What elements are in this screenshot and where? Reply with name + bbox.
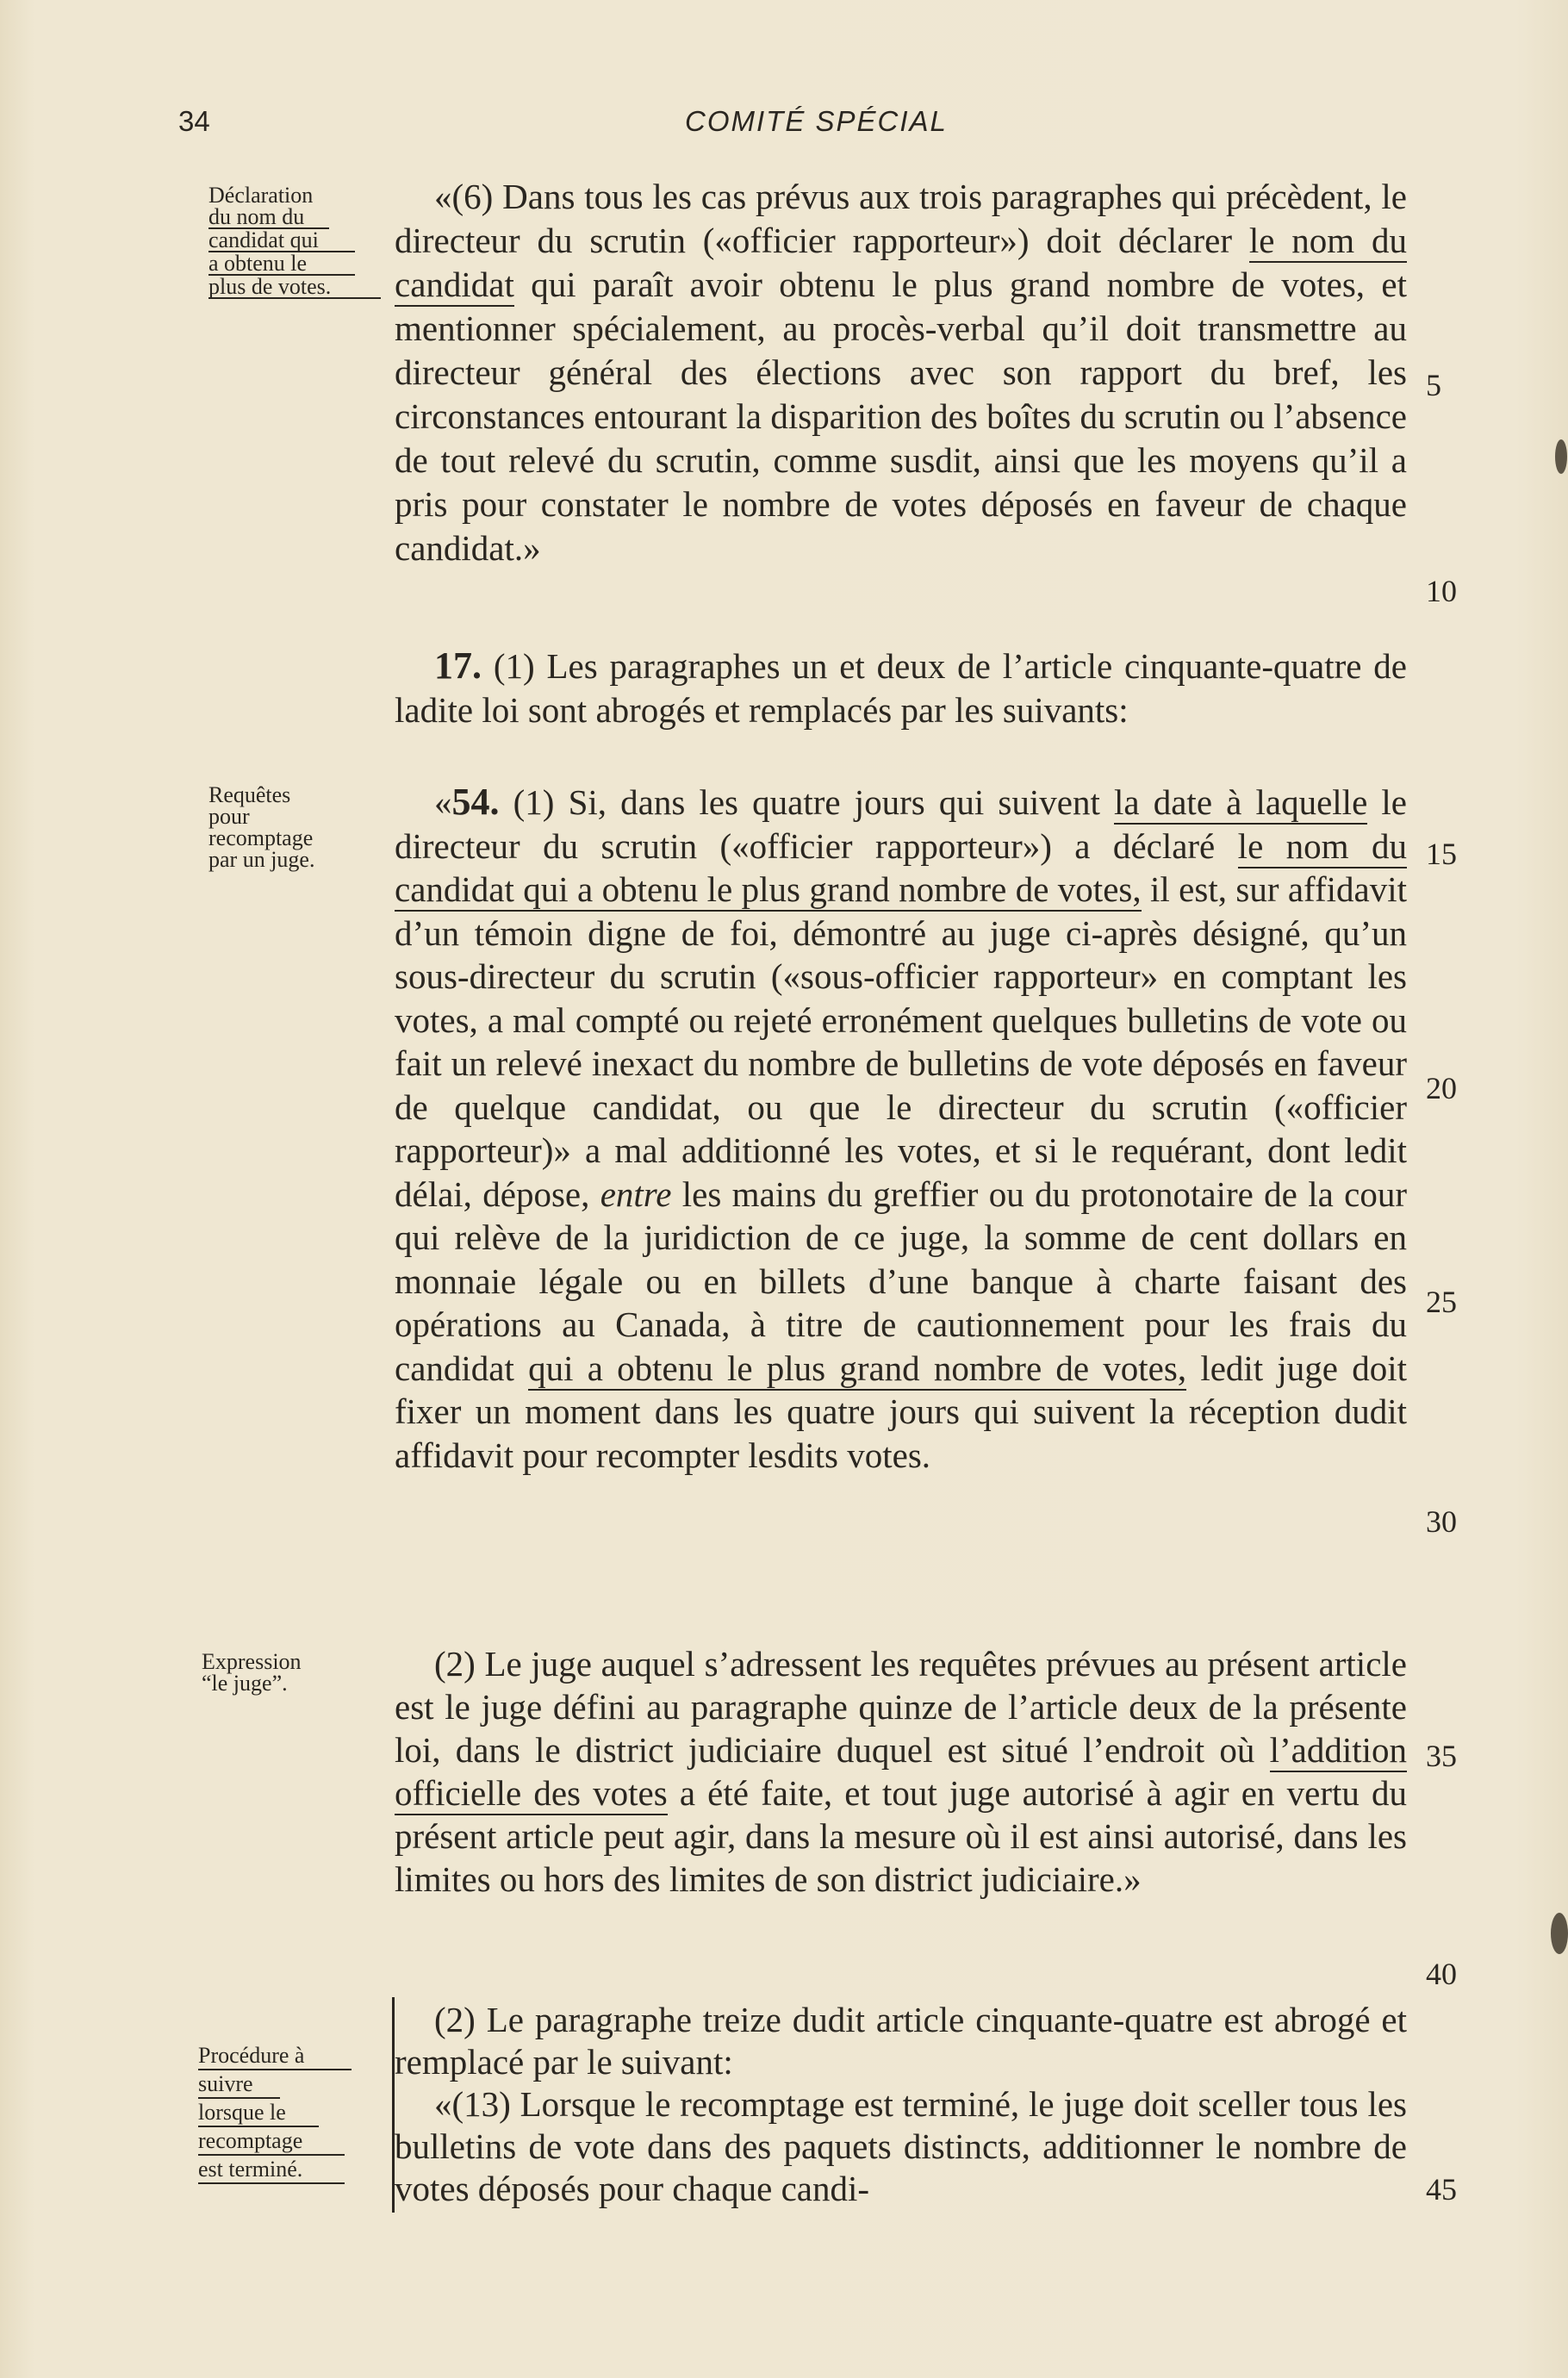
margin-note-procedure xyxy=(198,2042,370,2184)
line-number: 25 xyxy=(1426,1285,1457,1319)
paragraph-article-54 xyxy=(395,781,1407,1477)
line-number: 20 xyxy=(1426,1071,1457,1105)
page-number: 34 xyxy=(178,105,210,137)
line-number: 10 xyxy=(1426,574,1457,608)
underlined-text: la date à laquelle xyxy=(1114,782,1367,825)
margin-note-line: par un juge. xyxy=(208,847,315,872)
body-section-2 xyxy=(395,644,1407,732)
text-run: il est, sur affidavit d’un témoin digne de foi, démontré au juge ci-après désigné, qu’un sous-directeur du scrutin («sous-officier rapporteur» en comptant les votes, a mal compté ou rejeté erronément quelques bulletins de vote ou fait un relevé inexact du nombre de bulletins de vote déposés en faveur de quelque candidat, ou que le directeur du scrutin («officier rapporteur)» a mal additionné les votes, et si le requérant, dont ledit délai, dépose, xyxy=(395,869,1407,1214)
paragraph-2-juge xyxy=(395,1642,1407,1901)
margin-note-requetes xyxy=(208,784,381,870)
text-run: le directeur du scrutin («officier rapporteur») a déclaré xyxy=(395,782,1407,866)
text-run: «(6) Dans tous les cas prévus aux trois paragraphes qui précèdent, le directeur du scrutin («officier rapporteur») doit déclarer xyxy=(395,177,1407,260)
margin-note-line: Expression xyxy=(202,1649,302,1674)
margin-note-expression xyxy=(202,1651,374,1694)
text-run: « xyxy=(434,782,452,822)
line-number: 5 xyxy=(1426,368,1441,402)
underlined-text: le nom du candidat xyxy=(395,221,1407,307)
line-number: 35 xyxy=(1426,1739,1457,1773)
binding-mark xyxy=(1551,1913,1568,1954)
margin-note-line: pour xyxy=(208,804,250,829)
margin-note-line: est terminé. xyxy=(198,2156,345,2184)
article-number: 54. xyxy=(451,781,500,823)
revision-bar xyxy=(392,1997,395,2213)
margin-note-line: lorsque le xyxy=(198,2099,319,2127)
body-section-4 xyxy=(395,1642,1407,1901)
margin-note-line: recomptage xyxy=(198,2127,345,2156)
article-number: 17. xyxy=(434,644,482,687)
binding-mark xyxy=(1555,439,1567,474)
text-run: (1) Les paragraphes un et deux de l’article cinquante-quatre de ladite loi sont abrogés et remplacés par les suivants: xyxy=(395,646,1407,730)
margin-note-line: “le juge”. xyxy=(202,1671,288,1696)
line-number: 30 xyxy=(1426,1504,1457,1539)
running-title: COMITÉ SPÉCIAL xyxy=(685,105,948,137)
margin-note-line: recomptage xyxy=(208,825,314,850)
paragraph-article-17 xyxy=(395,644,1407,732)
text-run: (1) Si, dans les quatre jours qui suivent xyxy=(499,782,1114,822)
italic-text: entre xyxy=(600,1173,672,1214)
margin-note-declaration xyxy=(208,184,381,299)
line-number: 40 xyxy=(1426,1957,1457,1991)
margin-note-line: candidat qui xyxy=(208,229,355,252)
underlined-text: qui a obtenu le plus grand nombre de votes, xyxy=(528,1348,1186,1391)
underlined-text: le nom du candidat qui a obtenu le plus grand nombre de votes, xyxy=(395,826,1407,912)
margin-note-line: plus de votes. xyxy=(208,276,381,299)
margin-note-line: Requêtes xyxy=(208,782,291,807)
paragraph-6 xyxy=(395,175,1407,570)
margin-note-line: suivre xyxy=(198,2070,280,2099)
margin-note-line: Déclaration xyxy=(208,183,314,208)
text-run: (2) Le juge auquel s’adressent les requêtes prévues au présent article est le juge défini au paragraphe quinze de l’article deux de la présente loi, dans le district judiciaire duquel est situé l’endroit où xyxy=(395,1644,1407,1770)
body-section-5 xyxy=(395,1999,1407,2210)
text-run: ledit juge doit fixer un moment dans les quatre jours qui suivent la réception dudit affidavit pour recompter lesdits votes. xyxy=(395,1348,1408,1475)
paragraph-13: «(13) Lorsque le recomptage est terminé, le juge doit sceller tous les bulletins de vote dans des paquets distincts, additionner le nombre de votes déposés pour chaque candi- xyxy=(395,2084,1407,2208)
text-run: qui paraît avoir obtenu le plus grand nombre de votes, et mentionner spécialement, au procès-verbal qu’il doit transmettre au directeur général des élections avec son rapport du bref, les circonstances entourant la disparition des boîtes du scrutin ou l’absence de tout relevé du scrutin, comme susdit, ainsi que les moyens qu’il a pris pour constater le nombre de votes déposés en faveur de chaque candidat.» xyxy=(395,265,1407,568)
body-section-1 xyxy=(395,175,1407,570)
line-number: 45 xyxy=(1426,2172,1457,2207)
underlined-text: l’addition officielle des votes xyxy=(395,1730,1407,1815)
text-run: a été faite, et tout juge autorisé à agir en vertu du présent article peut agir, dans la mesure où il est ainsi autorisé, dans les limites ou hors des limites de son district judiciaire.» xyxy=(395,1773,1408,1899)
text-run: les mains du greffier ou du protonotaire de la cour qui relève de la juridiction de ce juge, la somme de cent dollars en monnaie légale ou en billets d’une banque à charte faisant des opérations au Canada, à titre de cautionnement pour les frais du candidat xyxy=(395,1173,1408,1388)
paragraph-2-treize: (2) Le paragraphe treize dudit article cinquante-quatre est abrogé et remplacé par le suivant: xyxy=(395,2000,1407,2082)
margin-note-line: Procédure à xyxy=(198,2042,352,2070)
line-number: 15 xyxy=(1426,837,1457,871)
margin-note-line: du nom du xyxy=(208,206,329,229)
margin-note-line: a obtenu le xyxy=(208,252,355,276)
body-section-3 xyxy=(395,781,1407,1477)
